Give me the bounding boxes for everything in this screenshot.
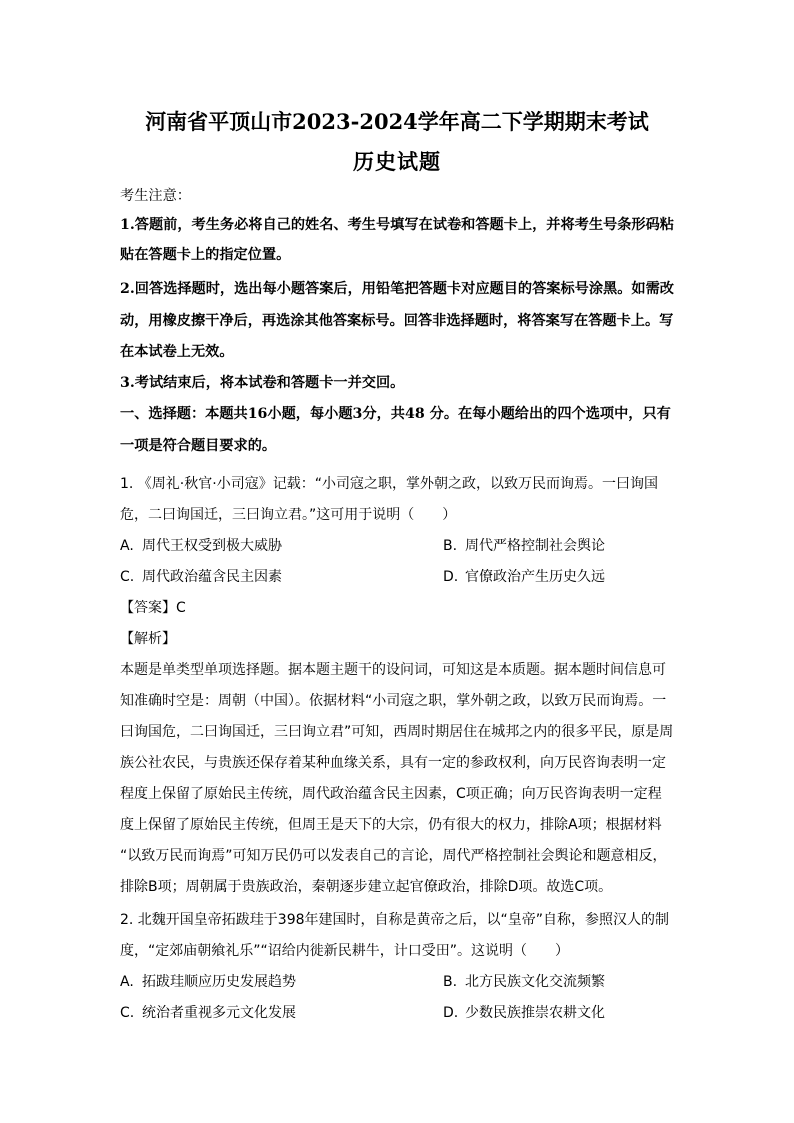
question-2-option-b	[443, 972, 605, 992]
question-2-option-c	[120, 1003, 296, 1023]
analysis-line: 知准确时空是：周朝（中国）。依据材料“小司寇之职，掌外朝之政，以致万民而询焉。一	[120, 693, 667, 709]
option-text: 周代严格控制社会舆论	[465, 538, 605, 554]
analysis-line: 曰询国危，二曰询国迁，三曰询立君”可知，西周时期居住在城邦之内的很多平民，原是周	[120, 724, 674, 740]
option-letter: A.	[120, 974, 134, 990]
question-2-option-d	[443, 1003, 605, 1023]
question-2-stem: 2. 北魏开国皇帝拓跋珪于398年建国时，自称是黄帝之后，以“皇帝”自称，参照汉人的制	[120, 912, 670, 928]
question-1-stem: 危，二曰询国迁，三曰询立君。”这可用于说明（ ）	[120, 507, 457, 523]
notice-heading: 考生注意：	[120, 188, 191, 204]
option-text: 少数民族推崇农耕文化	[465, 1005, 605, 1021]
analysis-line: 程度上保留了原始民主传统，周代政治蕴含民主因素，C项正确；向万民咨询表明一定程	[120, 786, 662, 802]
question-1-answer: 【答案】C	[120, 600, 186, 616]
option-letter: B.	[443, 538, 458, 554]
analysis-line: 本题是单类型单项选择题。据本题主题干的设问词，可知这是本质题。据本题时间信息可	[120, 662, 666, 678]
question-1-option-b	[443, 536, 605, 556]
option-text: 周代王权受到极大威胁	[142, 538, 282, 554]
section-heading: 一项是符合题目要求的。	[120, 438, 277, 454]
option-letter: C.	[120, 569, 135, 585]
question-2-stem: 度，“定郊庙朝飨礼乐”“诏给内徙新民耕牛，计口受田”。这说明（ ）	[120, 943, 570, 959]
option-text: 官僚政治产生历史久远	[465, 569, 605, 585]
option-letter: A.	[120, 538, 134, 554]
option-text: 北方民族文化交流频繁	[465, 974, 605, 990]
option-letter: D.	[443, 569, 459, 585]
question-1-analysis-label: 【解析】	[120, 631, 176, 647]
question-1-option-a	[120, 536, 282, 556]
analysis-line: 排除B项；周朝属于贵族政治，秦朝逐步建立起官僚政治，排除D项。故选C项。	[120, 879, 613, 895]
question-1-stem: 1. 《周礼·秋官·小司寇》记载：“小司寇之职，掌外朝之政，以致万民而询焉。一曰询国	[120, 476, 658, 492]
analysis-line: “以致万民而询焉”可知万民仍可以发表自己的言论，周代严格控制社会舆论和题意相反，	[120, 848, 667, 864]
notice-line: 在本试卷上无效。	[120, 344, 234, 360]
notice-line: 2.回答选择题时，选出每小题答案后，用铅笔把答题卡对应题目的答案标号涂黑。如需改	[120, 281, 674, 297]
option-text: 拓跋珪顺应历史发展趋势	[142, 974, 296, 990]
option-text: 统治者重视多元文化发展	[142, 1005, 296, 1021]
notice-line: 3.考试结束后，将本试卷和答题卡一并交回。	[120, 375, 405, 391]
question-1-option-c	[120, 567, 282, 587]
exam-title: 河南省平顶山市2023-2024学年高二下学期期末考试	[145, 109, 649, 134]
exam-subtitle: 历史试题	[353, 149, 441, 174]
question-1-option-d	[443, 567, 605, 587]
section-heading: 一、选择题：本题共16小题，每小题3分，共48 分。在每小题给出的四个选项中，只有	[120, 406, 671, 422]
option-letter: D.	[443, 1005, 459, 1021]
notice-line: 贴在答题卡上的指定位置。	[120, 247, 291, 263]
analysis-line: 度上保留了原始民主传统，但周王是天下的大宗，仍有很大的权力，排除A项；根据材料	[120, 817, 662, 833]
option-text: 周代政治蕴含民主因素	[142, 569, 282, 585]
option-letter: B.	[443, 974, 458, 990]
analysis-line: 族公社农民，与贵族还保存着某种血缘关系，具有一定的参政权利，向万民咨询表明一定	[120, 755, 666, 771]
notice-line: 1.答题前，考生务必将自己的姓名、考生号填写在试卷和答题卡上，并将考生号条形码粘	[120, 217, 674, 233]
notice-line: 动，用橡皮擦干净后，再选涂其他答案标号。回答非选择题时，将答案写在答题卡上。写	[120, 313, 674, 329]
option-letter: C.	[120, 1005, 135, 1021]
question-2-option-a	[120, 972, 296, 992]
